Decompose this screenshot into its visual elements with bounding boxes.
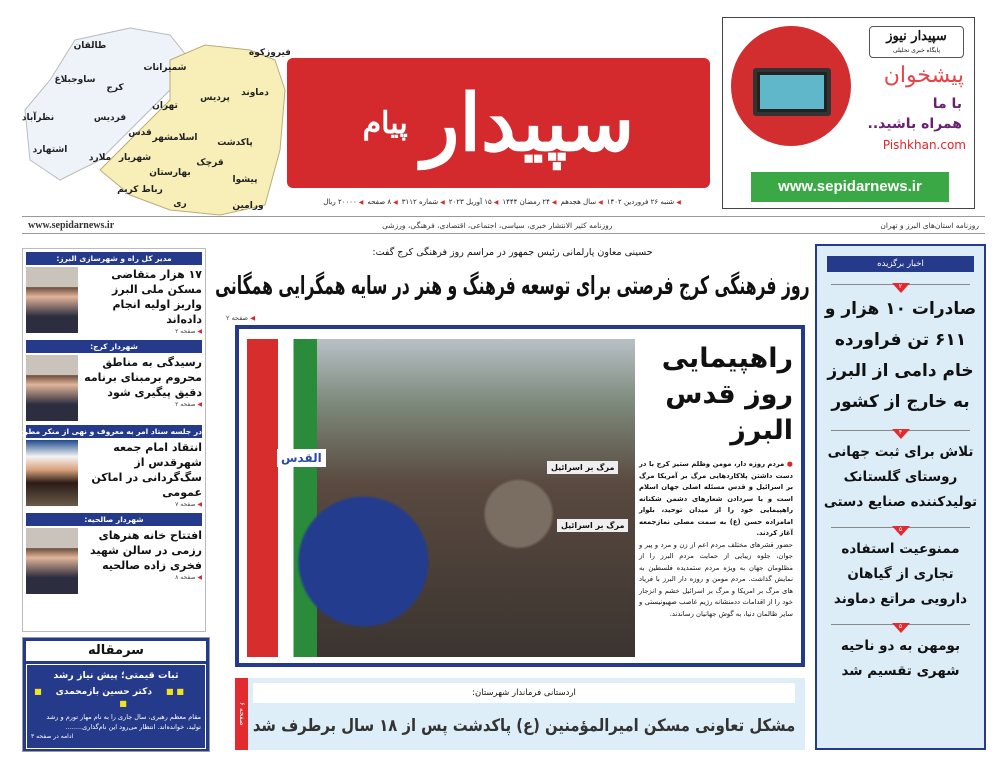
laptop-icon (753, 68, 831, 116)
logo-prefix: پیام (362, 105, 408, 141)
map-label: نظرآباد (21, 113, 55, 123)
page-ref: ◀ صفحه ۷ (81, 501, 202, 509)
newspaper-logo (287, 58, 710, 188)
editorial-continue: ادامه در صفحه ۳ (31, 733, 74, 740)
page-ref: ◀ صفحه ۸ (81, 574, 202, 582)
map-label: دماوند (241, 88, 269, 98)
news-title[interactable]: رسیدگی به مناطق محروم برمبنای برنامه دقیق پیگیری شود (84, 356, 202, 399)
featured-item[interactable]: ممنوعیت استفاده تجاری از گیاهان دارویی مراتع دماوند (833, 541, 968, 607)
map-label: پردیس (200, 93, 230, 103)
featured-label: اخبار برگزیده (827, 256, 974, 272)
portrait-photo (26, 528, 78, 594)
map-label: اشتهارد (32, 145, 68, 155)
watermark-url: Pishkhan.com (882, 138, 966, 152)
main-headline[interactable]: روز فرهنگی کرج فرصتی برای توسعه فرهنگ و هنر در سایه همگرایی همگانی (215, 271, 810, 300)
news-kicker: مدیر کل راه و شهرسازی البرز: (26, 252, 202, 265)
price: ◀ ۲۰۰۰۰ ریال (323, 198, 363, 206)
strip-tagline: روزنامه کثیر الانتشار خبری، سیاسی، اجتماعی، اقتصادی، فرهنگی، ورزشی (382, 220, 613, 230)
masthead-strip (22, 216, 985, 234)
news-kicker: در جلسه ستاد امر به معروف و نهی از منکر مطرح شد: (0, 427, 202, 436)
photo-sign: مرگ بر اسرائیل (557, 519, 628, 532)
main-kicker: حسینی معاون پارلمانی رئیس جمهور در مراسم روز فرهنگی کرج گفت: (372, 247, 653, 258)
bottom-headline[interactable]: مشکل تعاونی مسکن امیرالمؤمنین (ع) پاکدشت پس از ۱۸ سال برطرف شد (252, 716, 796, 736)
editorial-box[interactable] (22, 637, 210, 752)
page-ref: ◀ صفحه ۲ (226, 314, 255, 322)
page-ref: ◀ صفحه ۲ (81, 401, 202, 409)
advertisement[interactable] (722, 17, 975, 209)
main-story-box (235, 325, 805, 667)
map-label: تهران (152, 101, 178, 111)
portrait-photo (26, 267, 78, 333)
watermark: پیشخوان (883, 63, 964, 88)
portrait-photo (26, 355, 78, 421)
map-label: ساوجبلاغ (54, 75, 96, 85)
page-marker: ۵ (831, 624, 970, 636)
editorial-author: ■ ■ دکتر حسین بازمحمدی ■ ■ (31, 686, 201, 710)
news-title[interactable]: ۱۷ هزار متقاضی مسکن ملی البرز واریز اولیه انجام داده‌اند (111, 268, 202, 326)
photo-sign: القدس (277, 449, 326, 467)
map-label: پیشوا (232, 175, 258, 185)
map-label: فیروزکوه (248, 48, 290, 58)
map-label: فردیس (93, 113, 127, 123)
issue-number: ◀ شماره ۳۱۱۲ (402, 198, 445, 206)
left-news-item[interactable] (26, 252, 202, 336)
date-hijri: ◀ ۲۴ رمضان ۱۴۴۴ (502, 198, 556, 206)
map-label: شمیرانات (143, 63, 187, 73)
strip-url[interactable]: www.sepidarnews.ir (28, 219, 115, 231)
map-label: ملارد (88, 153, 112, 163)
bottom-news[interactable] (235, 678, 805, 750)
provinces-map (20, 20, 290, 218)
date-gregorian: ◀ ۱۵ آوریل ۲۰۲۳ (449, 198, 499, 206)
editorial-title[interactable]: ثبات قیمتی؛ پیش نیاز رشد (53, 670, 179, 681)
map-label: ورامین (232, 201, 264, 211)
map-label: اسلامشهر (152, 133, 198, 143)
story-column (639, 341, 793, 620)
logo-text: سپیدار (421, 77, 635, 169)
main-headline-wrap (215, 266, 810, 306)
news-title[interactable]: انتقاد امام جمعه شهرقدس از سگ‌گردانی در اماکن عمومی (91, 441, 202, 499)
page-marker: ۴ (831, 430, 970, 442)
news-kicker: شهردار صالحیه: (26, 513, 202, 526)
rally-photo (247, 339, 635, 657)
map-label: ری (173, 199, 187, 209)
volume-year: ◀ سال هجدهم (561, 198, 603, 206)
bottom-kicker: اردستانی فرماندار شهرستان: (253, 683, 795, 703)
photo-sign: مرگ بر اسرائیل (547, 461, 618, 474)
editorial-label: سرمقاله (26, 641, 206, 661)
ad-brand: سپیدار نیوز پایگاه خبری تحلیلی (869, 26, 964, 58)
map-label: رباط کریم (117, 185, 163, 195)
map-label: شهریار (118, 153, 152, 163)
map-label: طالقان (73, 41, 107, 51)
map-label: کرج (106, 83, 124, 93)
map-label: بهارستان (149, 168, 191, 178)
map-label: قرچک (196, 158, 224, 168)
page-marker: ۲ (831, 284, 970, 296)
map-label: پاکدشت (217, 138, 253, 148)
featured-news-column (815, 244, 986, 750)
story-body: حضور قشرهای مختلف مردم اعم از زن و مرد و پیر و جوان، جلوه زیبایی از حمایت مردم البرز را از مظلومان جهان به ویژه مردم ستمدیده فلسطین به نمایش گذاشت. مردم مومن و روزه دار البرز با فریاد های مرگ بر امریکا و مرگ بر اسرائیل خشم و انزجار خود را از اقدامات ددمنشانه رژیم غاصب صهیونیستی و سایر ظالمان دنیا، به گوش جهانیان رساندند. (639, 540, 793, 618)
left-news-item[interactable] (26, 340, 202, 421)
story-title[interactable]: راهپیمایی روز قدس البرز (661, 343, 793, 446)
page-ref: ◀ صفحه ۲ (81, 328, 202, 336)
story-lead: ● مردم روزه دار، مومن وظلم ستیز کرج با در دست داشتن پلاکاردهایی مرگ بر آمریکا مرگ بر اسرائیل و قدس مسئله اصلی جهان اسلام است و با سردادن شعارهای دشمن شکنانه راهپیمایی خود را از میدان توحید، بلوار امامزاده حسن (ع) به سمت مصلی نمازجمعه آغاز کردند. (639, 459, 793, 540)
featured-item[interactable]: صادرات ۱۰ هزار و ۶۱۱ تن فراورده خام دامی از البرز به خارج از کشور (824, 299, 977, 412)
page-count: ◀ ۸ صفحه (367, 198, 397, 206)
featured-item[interactable]: بومهن به دو ناحیه شهری تقسیم شد (840, 638, 961, 679)
ad-url[interactable]: www.sepidarnews.ir (751, 172, 949, 202)
featured-item[interactable]: تلاش برای ثبت جهانی روستای گلستانک تولیدکننده صنایع دستی (823, 444, 978, 510)
dateline (290, 198, 710, 206)
ad-slogan: با ما همراه باشید.. (867, 96, 962, 132)
page-tab: صفحه ۶ (235, 678, 248, 750)
portrait-photo (26, 440, 78, 506)
left-news-item[interactable] (26, 513, 202, 594)
page-marker: ۵ (831, 527, 970, 539)
map-label: قدس (128, 128, 152, 138)
left-news-column (0, 248, 206, 632)
editorial-text: مقام معظم رهبری، سال جاری را به نام مهار تورم و رشد تولید، خوانده‌اند. انتظار می‌رود این نام‌گذاری........ (46, 713, 201, 731)
left-news-item[interactable] (0, 425, 202, 509)
strip-region: روزنامه استان‌های البرز و تهران (880, 220, 979, 230)
date-weekday: ◀ شنبه ۲۶ فروردین ۱۴۰۲ (607, 198, 681, 206)
news-title[interactable]: افتتاح خانه هنرهای رزمی در سالن شهید فخری زاده صالحیه (90, 529, 202, 572)
news-kicker: شهردار کرج: (26, 340, 202, 353)
